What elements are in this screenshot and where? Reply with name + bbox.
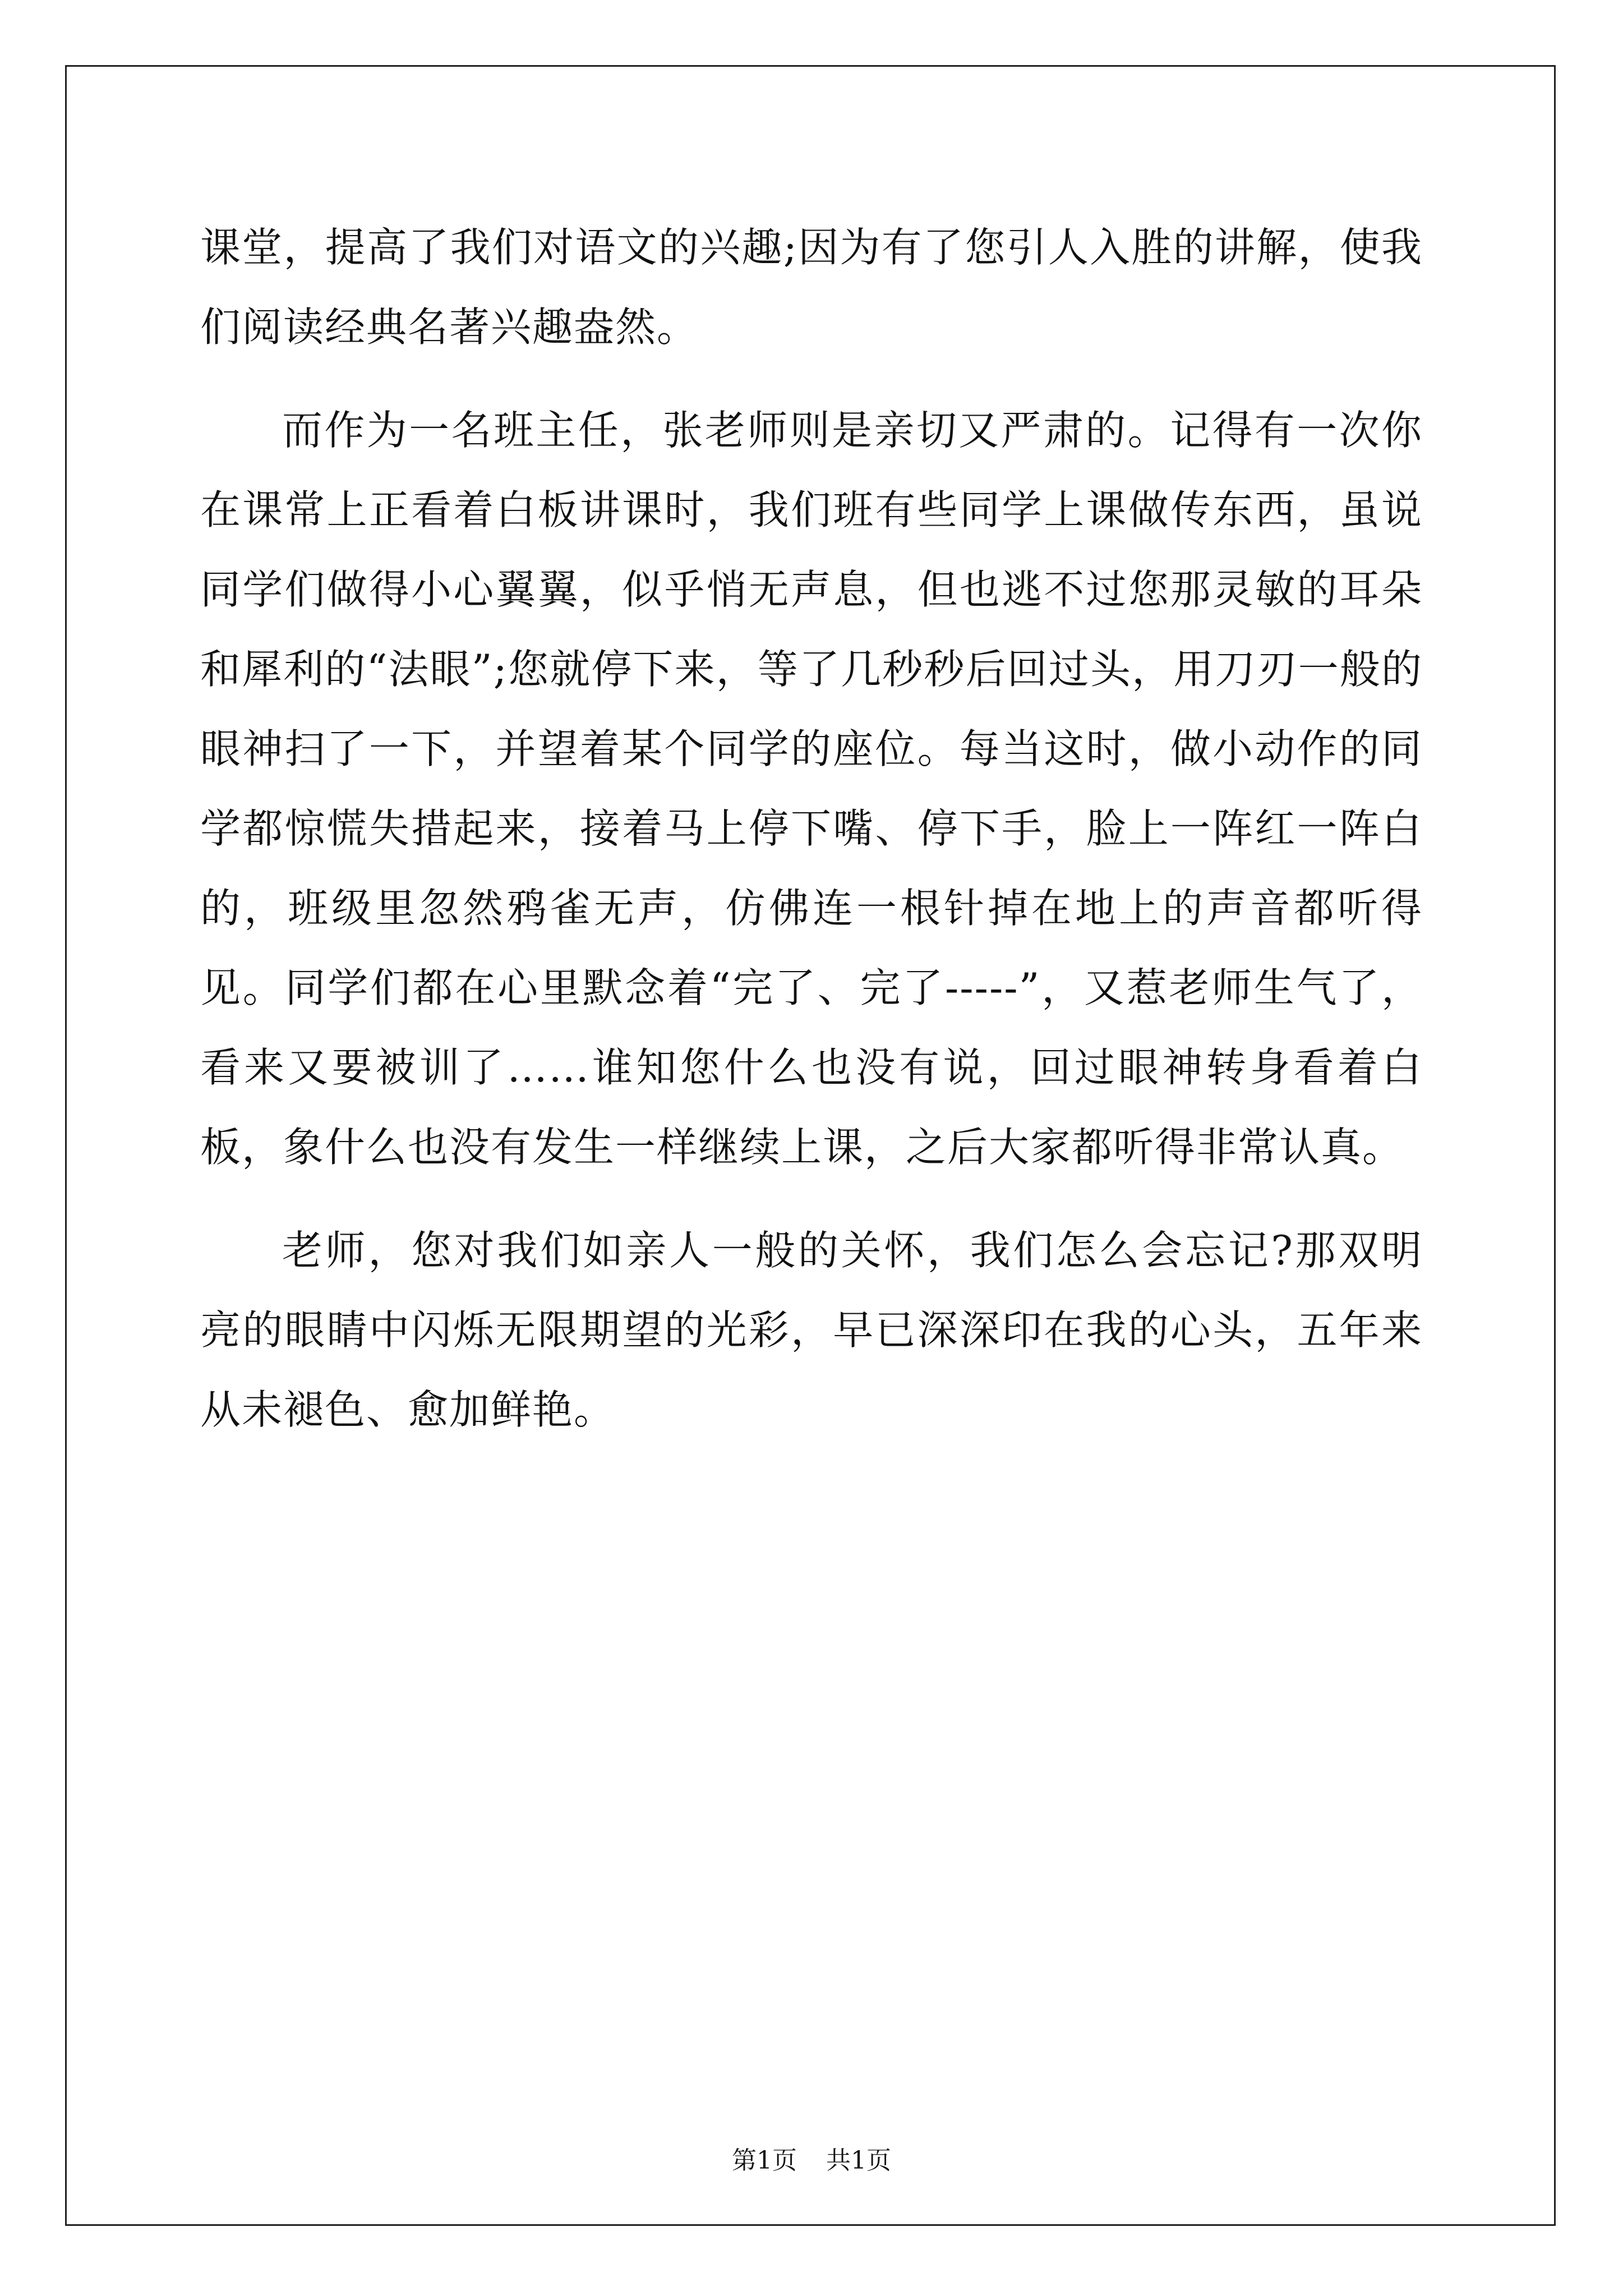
page-number: 第1页 <box>732 2146 797 2175</box>
paragraph-2: 而作为一名班主任，张老师则是亲切又严肃的。记得有一次你在课常上正看着白板讲课时，我们班有些同学上课做传东西，虽说同学们做得小心翼翼，似乎悄无声息，但也逃不过您那灵敏的耳朵和犀利的“法眼”;您就停下来，等了几秒秒后回过头，用刀刃一般的眼神扫了一下，并望着某个同学的座位。每当这时，做小动作的同学都惊慌失措起来，接着马上停下嘴、停下手，脸上一阵红一阵白的，班级里忽然鸦雀无声，仿佛连一根针掉在地上的声音都听得见。同学们都在心里默念着“完了、完了-----”，又惹老师生气了，看来又要被训了……谁知您什么也没有说，回过眼神转身看着白板，象什么也没有发生一样继续上课，之后大家都听得非常认真。 <box>200 407 1423 1171</box>
page-total: 共1页 <box>826 2146 891 2175</box>
paragraph-3: 老师，您对我们如亲人一般的关怀，我们怎么会忘记?那双明亮的眼睛中闪烁无限期望的光彩，早已深深印在我的心头，五年来从未褪色、愈加鲜艳。 <box>200 1227 1423 1433</box>
paragraph-1: 课堂，提高了我们对语文的兴趣;因为有了您引人入胜的讲解，使我们阅读经典名著兴趣盎然。 <box>200 224 1423 351</box>
page-footer <box>0 2144 1623 2178</box>
document-body <box>200 208 1423 1450</box>
